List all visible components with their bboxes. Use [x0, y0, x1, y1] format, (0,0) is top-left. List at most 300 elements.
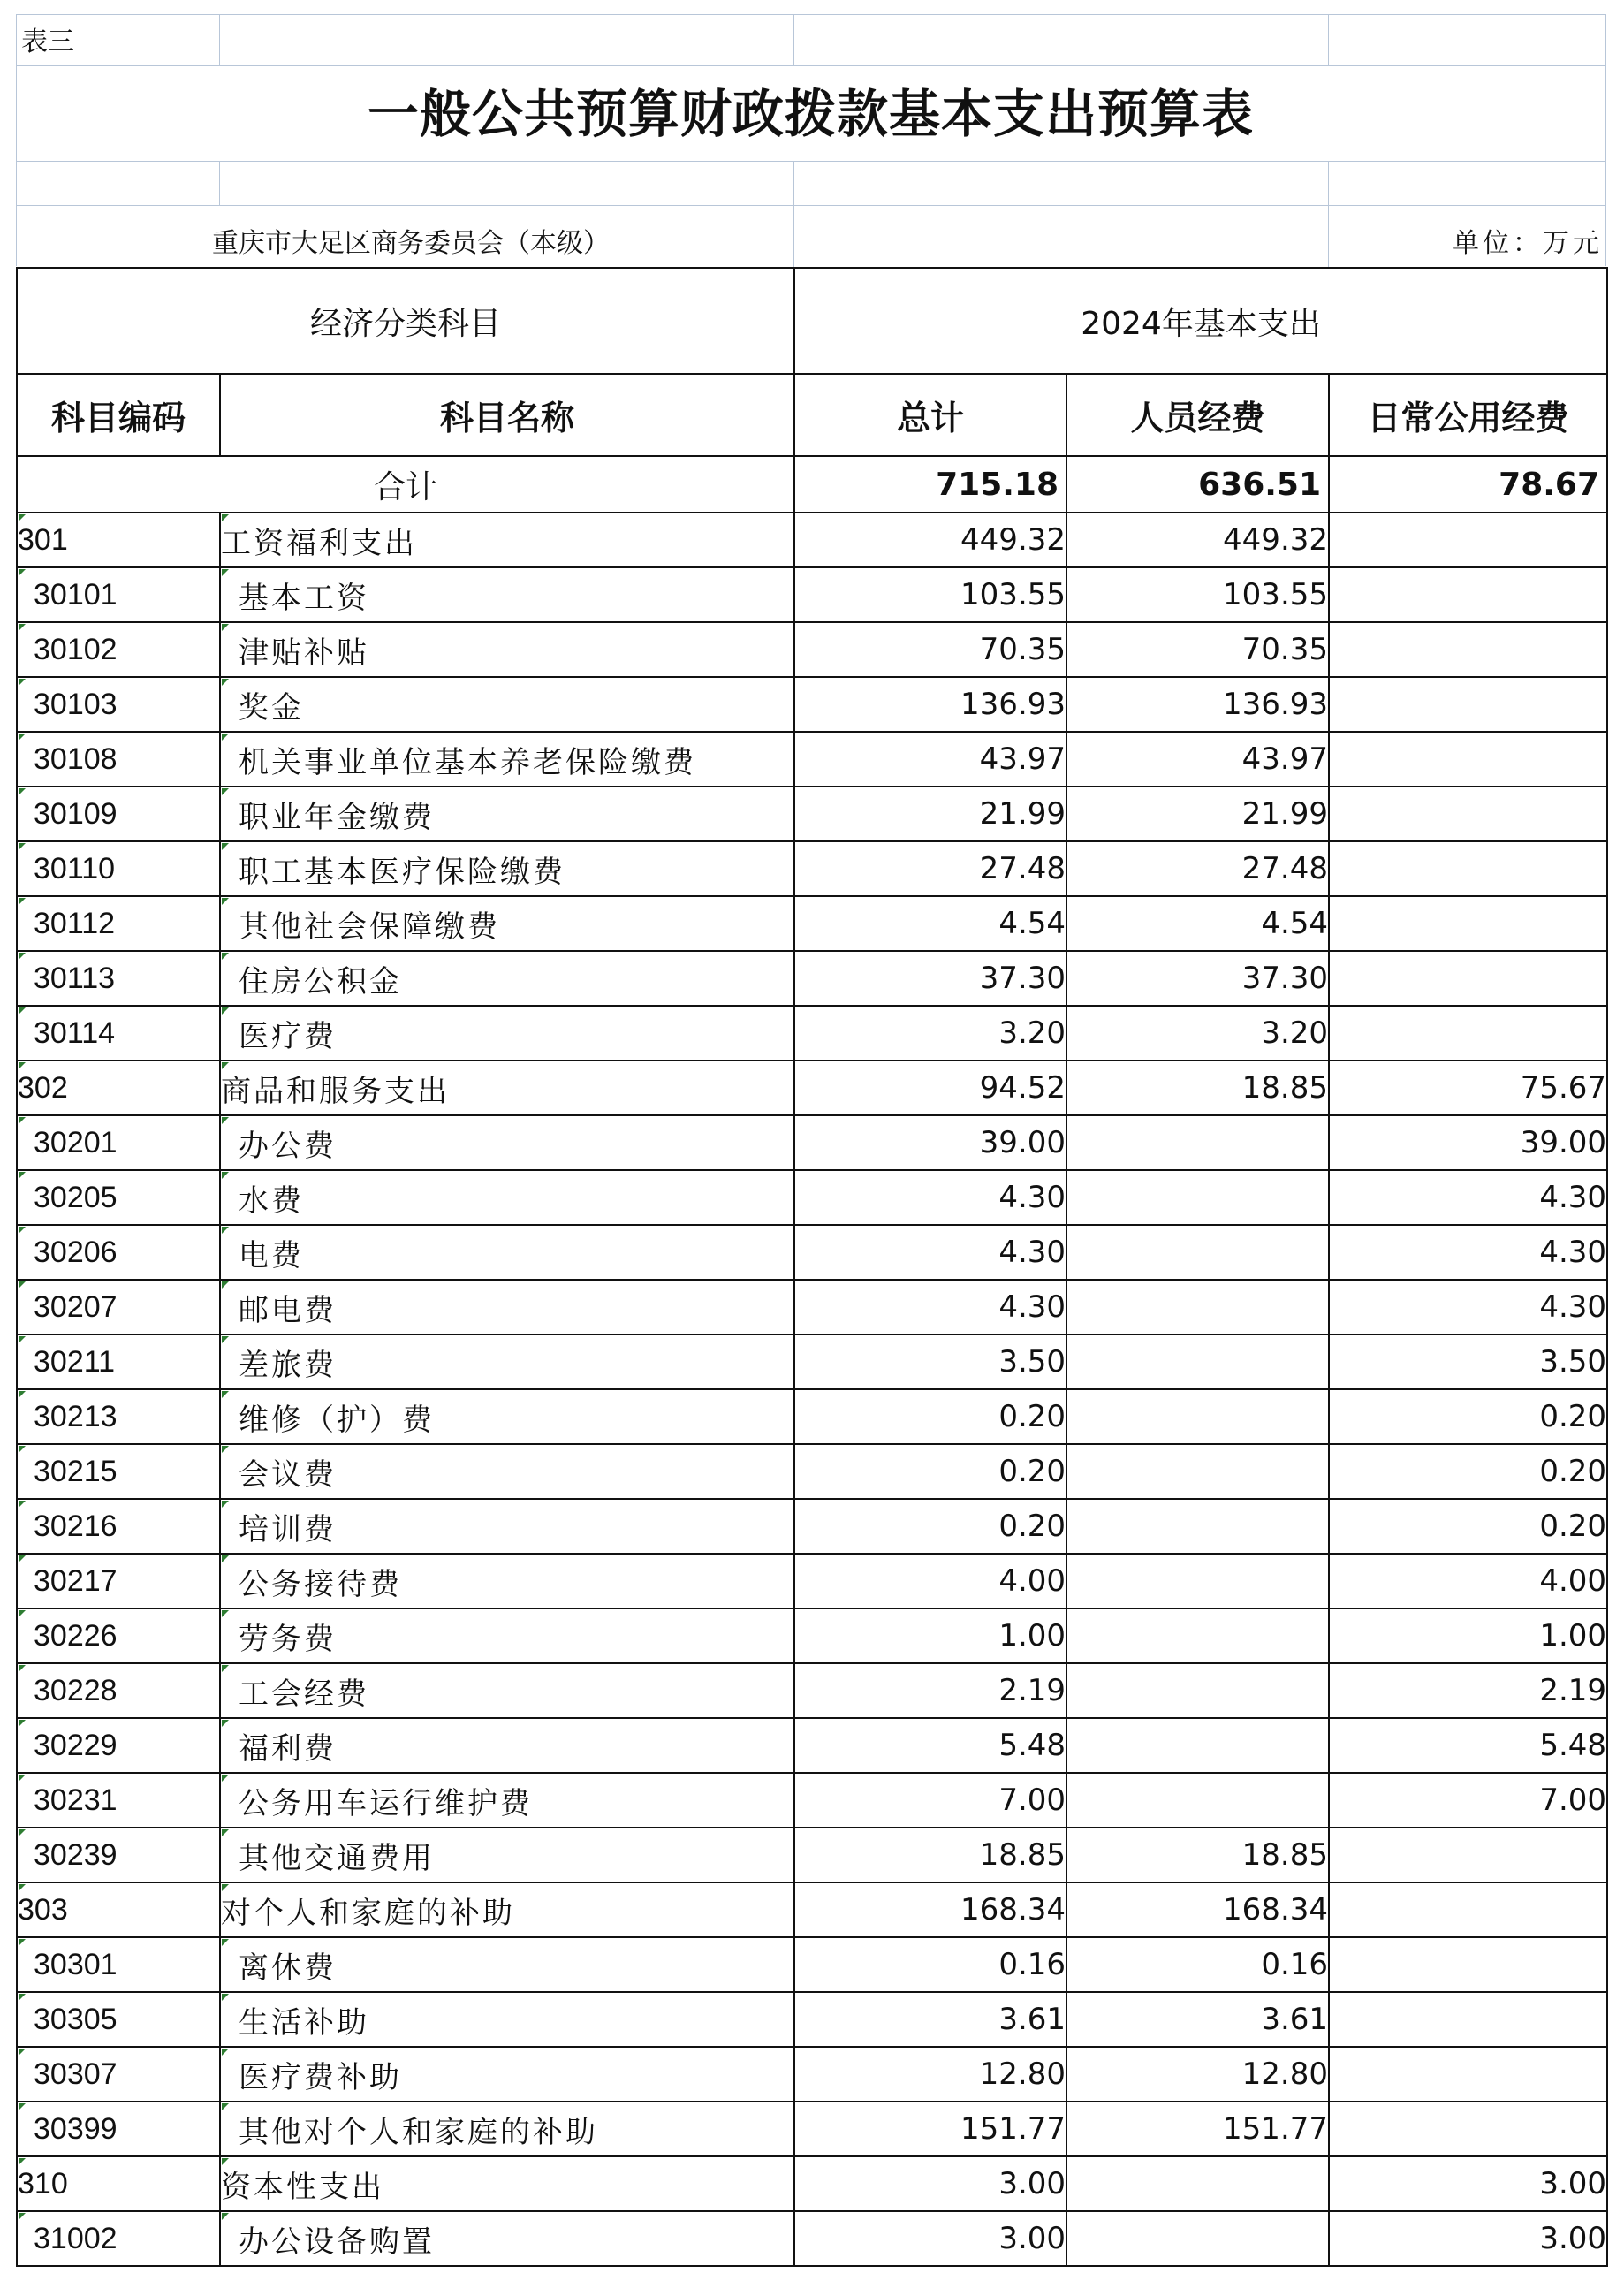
row-name: [220, 2102, 794, 2156]
row-code: [17, 732, 220, 787]
row-code: [17, 1718, 220, 1773]
row-personnel: [1066, 2102, 1329, 2156]
row-code: [17, 1882, 220, 1937]
row-name-text: 公务用车运行维护费: [239, 1785, 533, 1821]
table-row: [17, 1554, 1607, 1608]
table-row: [17, 1225, 1607, 1280]
table-row: [17, 896, 1607, 951]
row-name: [220, 1006, 794, 1061]
cell-marker-icon: [222, 1884, 229, 1891]
row-public-text: 4.30: [1539, 1289, 1607, 1325]
row-name: [220, 1882, 794, 1937]
row-personnel: [1066, 1718, 1329, 1773]
row-name-text: 其他对个人和家庭的补助: [239, 2114, 598, 2150]
row-code-text: 30211: [34, 1344, 116, 1379]
cell-marker-icon: [19, 1062, 26, 1069]
row-personnel: [1066, 2156, 1329, 2211]
row-public-text: 4.30: [1539, 1235, 1607, 1270]
row-personnel: [1066, 1608, 1329, 1663]
cell-marker-icon: [19, 624, 26, 631]
row-name: [220, 1115, 794, 1170]
row-total: [794, 1663, 1066, 1718]
row-personnel-text: 449.32: [1223, 522, 1329, 558]
row-personnel-text: 37.30: [1241, 961, 1329, 996]
row-name-text: 工会经费: [239, 1676, 369, 1712]
row-personnel-text: 27.48: [1241, 851, 1329, 886]
row-total-text: 7.00: [998, 1783, 1066, 1818]
row-public: [1329, 896, 1607, 951]
row-code: [17, 1444, 220, 1499]
row-public-text: 3.00: [1539, 2166, 1607, 2201]
table-row: [17, 2102, 1607, 2156]
row-personnel: [1066, 1444, 1329, 1499]
cell-marker-icon: [222, 1281, 229, 1289]
cell-marker-icon: [222, 2049, 229, 2056]
row-code-text: 30108: [34, 741, 118, 776]
row-total: [794, 2047, 1066, 2102]
table-row: [17, 1444, 1607, 1499]
row-name: [220, 2156, 794, 2211]
row-total: [794, 1444, 1066, 1499]
row-public-text: 3.50: [1539, 1344, 1607, 1380]
row-public-text: 0.20: [1539, 1454, 1607, 1489]
row-code: [17, 1225, 220, 1280]
row-name-text: 医疗费补助: [239, 2059, 402, 2095]
row-public-text: 5.48: [1539, 1728, 1607, 1763]
page-title: 一般公共预算财政拨款基本支出预算表: [367, 84, 1254, 144]
row-personnel: [1066, 1280, 1329, 1334]
row-code: [17, 1170, 220, 1225]
row-personnel-text: 12.80: [1241, 2057, 1329, 2092]
row-name-text: 差旅费: [239, 1347, 337, 1383]
row-public-text: 75.67: [1520, 1070, 1607, 1106]
grid-line: [1328, 161, 1329, 267]
row-total-text: 1.00: [998, 1618, 1066, 1654]
cell-marker-icon: [222, 1610, 229, 1617]
row-name: [220, 2047, 794, 2102]
table-row: [17, 2047, 1607, 2102]
row-name: [220, 787, 794, 841]
table-row: [17, 1334, 1607, 1389]
cell-marker-icon: [19, 1501, 26, 1508]
row-code-text: 30114: [34, 1015, 116, 1050]
row-name: [220, 841, 794, 896]
row-code: [17, 1773, 220, 1828]
cell-marker-icon: [19, 679, 26, 686]
row-public: [1329, 951, 1607, 1006]
row-personnel-text: 70.35: [1241, 632, 1329, 667]
row-personnel: [1066, 1334, 1329, 1389]
row-personnel: [1066, 1992, 1329, 2047]
table-row: [17, 513, 1607, 567]
row-code-text: 30102: [34, 632, 118, 666]
grid-line: [16, 14, 1605, 15]
row-total-text: 94.52: [979, 1070, 1066, 1106]
table-row: [17, 1170, 1607, 1225]
row-code-text: 30231: [34, 1783, 118, 1817]
table-row: [17, 1389, 1607, 1444]
row-total-text: 0.20: [998, 1509, 1066, 1544]
row-code-text: 30229: [34, 1728, 118, 1762]
row-name-text: 医疗费: [239, 1018, 337, 1054]
row-name: [220, 1499, 794, 1554]
cell-marker-icon: [222, 1775, 229, 1782]
table-row: [17, 2211, 1607, 2266]
row-public: [1329, 622, 1607, 677]
row-total: [794, 841, 1066, 896]
row-total: [794, 732, 1066, 787]
row-public: [1329, 1444, 1607, 1499]
row-code: [17, 2102, 220, 2156]
row-total-text: 70.35: [979, 632, 1066, 667]
row-code-text: 30228: [34, 1673, 118, 1707]
total-personnel: 636.51: [1066, 456, 1329, 513]
grid-line: [793, 14, 794, 65]
row-total-text: 3.20: [998, 1015, 1066, 1051]
row-public-text: 7.00: [1539, 1783, 1607, 1818]
cell-marker-icon: [222, 2213, 229, 2220]
row-name: [220, 2211, 794, 2266]
row-total: [794, 1225, 1066, 1280]
row-code: [17, 513, 220, 567]
row-personnel: [1066, 1773, 1329, 1828]
cell-marker-icon: [19, 843, 26, 850]
row-personnel: [1066, 841, 1329, 896]
row-name: [220, 513, 794, 567]
row-name: [220, 1280, 794, 1334]
cell-marker-icon: [222, 1007, 229, 1015]
row-total: [794, 1992, 1066, 2047]
row-public-text: 1.00: [1539, 1618, 1607, 1654]
row-total: [794, 2211, 1066, 2266]
row-code: [17, 1608, 220, 1663]
table-row: [17, 951, 1607, 1006]
row-code: [17, 841, 220, 896]
row-code-text: 30206: [34, 1235, 118, 1269]
cell-marker-icon: [19, 1117, 26, 1124]
row-name: [220, 622, 794, 677]
cell-marker-icon: [19, 1610, 26, 1617]
row-name: [220, 1663, 794, 1718]
header-total: 总计: [794, 374, 1066, 456]
row-total: [794, 1499, 1066, 1554]
row-total: [794, 951, 1066, 1006]
row-name-text: 机关事业单位基本养老保险缴费: [239, 744, 696, 780]
row-public-text: 39.00: [1520, 1125, 1607, 1160]
row-total: [794, 1389, 1066, 1444]
row-personnel: [1066, 2047, 1329, 2102]
cell-marker-icon: [19, 1446, 26, 1453]
row-total: [794, 1115, 1066, 1170]
row-personnel-text: 4.54: [1261, 906, 1329, 941]
table-row: [17, 1280, 1607, 1334]
row-code-text: 30103: [34, 687, 118, 721]
row-total-text: 39.00: [979, 1125, 1066, 1160]
row-code: [17, 787, 220, 841]
row-total-text: 37.30: [979, 961, 1066, 996]
cell-marker-icon: [222, 734, 229, 741]
row-personnel-text: 21.99: [1241, 796, 1329, 832]
cell-marker-icon: [222, 843, 229, 850]
cell-marker-icon: [19, 1336, 26, 1343]
row-public: [1329, 1828, 1607, 1882]
row-public: [1329, 1773, 1607, 1828]
row-code: [17, 896, 220, 951]
row-code-text: 30213: [34, 1399, 118, 1433]
row-public: [1329, 1608, 1607, 1663]
row-public: [1329, 567, 1607, 622]
grid-line: [793, 161, 794, 267]
cell-marker-icon: [222, 1939, 229, 1946]
grid-line: [16, 65, 1605, 66]
row-public-text: 4.30: [1539, 1180, 1607, 1215]
row-personnel: [1066, 1554, 1329, 1608]
row-name: [220, 1773, 794, 1828]
row-total-text: 5.48: [998, 1728, 1066, 1763]
row-personnel: [1066, 896, 1329, 951]
row-public: [1329, 1280, 1607, 1334]
row-name-text: 奖金: [239, 689, 304, 726]
table-row: [17, 2156, 1607, 2211]
row-name: [220, 896, 794, 951]
row-name-text: 津贴补贴: [239, 635, 369, 671]
row-personnel: [1066, 1499, 1329, 1554]
table-row: [17, 732, 1607, 787]
total-row: [17, 456, 1607, 513]
cell-marker-icon: [19, 734, 26, 741]
row-code-text: 30399: [34, 2111, 118, 2146]
row-public: [1329, 1389, 1607, 1444]
row-code-text: 30101: [34, 577, 118, 612]
row-total-text: 4.30: [998, 1235, 1066, 1270]
grid-line: [1605, 14, 1606, 266]
cell-marker-icon: [19, 2103, 26, 2110]
row-total-text: 168.34: [960, 1892, 1066, 1927]
grid-line: [16, 161, 1605, 162]
row-total-text: 3.50: [998, 1344, 1066, 1380]
row-total: [794, 2102, 1066, 2156]
cell-marker-icon: [222, 1227, 229, 1234]
row-code: [17, 1992, 220, 2047]
row-personnel-text: 0.16: [1261, 1947, 1329, 1982]
row-personnel: [1066, 1389, 1329, 1444]
row-personnel: [1066, 1663, 1329, 1718]
cell-marker-icon: [19, 2049, 26, 2056]
row-public: [1329, 1499, 1607, 1554]
row-total: [794, 1718, 1066, 1773]
row-name-text: 福利费: [239, 1730, 337, 1767]
row-code: [17, 1828, 220, 1882]
header-econ-class: 经济分类科目: [17, 268, 794, 374]
row-total: [794, 622, 1066, 677]
row-total-text: 3.00: [998, 2221, 1066, 2256]
row-public: [1329, 2156, 1607, 2211]
row-name-text: 职工基本医疗保险缴费: [239, 854, 565, 890]
row-public: [1329, 1115, 1607, 1170]
row-name-text: 住房公积金: [239, 963, 402, 1000]
row-personnel: [1066, 1170, 1329, 1225]
cell-marker-icon: [222, 569, 229, 576]
row-total: [794, 1334, 1066, 1389]
row-public: [1329, 2211, 1607, 2266]
table-row: [17, 1937, 1607, 1992]
cell-marker-icon: [222, 1665, 229, 1672]
row-name-text: 水费: [239, 1182, 304, 1219]
cell-marker-icon: [222, 1446, 229, 1453]
row-code-text: 31002: [34, 2221, 118, 2255]
row-total: [794, 1828, 1066, 1882]
row-total: [794, 1006, 1066, 1061]
row-personnel: [1066, 951, 1329, 1006]
row-code-text: 30217: [34, 1563, 118, 1598]
row-personnel: [1066, 1937, 1329, 1992]
table-row: [17, 677, 1607, 732]
row-total: [794, 787, 1066, 841]
cell-marker-icon: [222, 1720, 229, 1727]
cell-marker-icon: [222, 2158, 229, 2165]
row-public: [1329, 513, 1607, 567]
row-name: [220, 567, 794, 622]
row-public: [1329, 1882, 1607, 1937]
row-personnel: [1066, 1225, 1329, 1280]
row-public: [1329, 1554, 1607, 1608]
cell-marker-icon: [19, 898, 26, 905]
cell-marker-icon: [222, 1555, 229, 1562]
row-total: [794, 1554, 1066, 1608]
row-name-text: 劳务费: [239, 1621, 337, 1657]
grid-line: [219, 161, 220, 205]
row-code-text: 30205: [34, 1180, 118, 1214]
row-total: [794, 1773, 1066, 1828]
total-sum: 715.18: [794, 456, 1066, 513]
grid-line: [1328, 14, 1329, 65]
table-row: [17, 1006, 1607, 1061]
row-code-text: 30113: [34, 961, 116, 995]
row-personnel-text: 18.85: [1241, 1070, 1329, 1106]
row-code: [17, 567, 220, 622]
grid-line: [219, 14, 220, 65]
row-personnel: [1066, 1828, 1329, 1882]
row-code-text: 30216: [34, 1509, 118, 1543]
table-row: [17, 1773, 1607, 1828]
row-public: [1329, 1225, 1607, 1280]
row-code: [17, 1115, 220, 1170]
row-personnel-text: 3.20: [1261, 1015, 1329, 1051]
row-code: [17, 1006, 220, 1061]
row-public: [1329, 732, 1607, 787]
header-name: 科目名称: [220, 374, 794, 456]
row-public: [1329, 2047, 1607, 2102]
row-name: [220, 1828, 794, 1882]
row-personnel: [1066, 622, 1329, 677]
row-total-text: 151.77: [960, 2111, 1066, 2147]
row-name-text: 其他社会保障缴费: [239, 909, 500, 945]
row-personnel-text: 136.93: [1223, 687, 1329, 722]
row-code-text: 302: [18, 1070, 68, 1105]
row-personnel-text: 3.61: [1261, 2002, 1329, 2037]
row-code-text: 30301: [34, 1947, 118, 1981]
organization-name: 重庆市大足区商务委员会（本级）: [212, 228, 610, 259]
row-code-text: 30239: [34, 1837, 118, 1872]
table-row: [17, 1499, 1607, 1554]
row-code-text: 30207: [34, 1289, 118, 1324]
cell-marker-icon: [19, 1775, 26, 1782]
cell-marker-icon: [222, 953, 229, 960]
unit-label: 单位：万元: [1453, 228, 1603, 259]
row-total: [794, 1061, 1066, 1115]
row-name-text: 其他交通费用: [239, 1840, 435, 1876]
row-name: [220, 1061, 794, 1115]
cell-marker-icon: [19, 1391, 26, 1398]
row-personnel-text: 168.34: [1223, 1892, 1329, 1927]
row-personnel: [1066, 567, 1329, 622]
row-total-text: 3.61: [998, 2002, 1066, 2037]
row-name-text: 办公设备购置: [239, 2224, 435, 2260]
row-name: [220, 1334, 794, 1389]
row-name-text: 维修（护）费: [239, 1402, 435, 1438]
row-code-text: 30112: [34, 906, 116, 940]
row-code: [17, 1334, 220, 1389]
table-row: [17, 1992, 1607, 2047]
row-name-text: 生活补助: [239, 2004, 369, 2041]
row-name: [220, 677, 794, 732]
cell-marker-icon: [19, 514, 26, 521]
row-total: [794, 1608, 1066, 1663]
row-personnel: [1066, 2211, 1329, 2266]
cell-marker-icon: [19, 1884, 26, 1891]
table-row: [17, 567, 1607, 622]
row-name-text: 办公费: [239, 1128, 337, 1164]
row-total: [794, 1170, 1066, 1225]
cell-marker-icon: [222, 1117, 229, 1124]
table-row: [17, 1115, 1607, 1170]
cell-marker-icon: [19, 953, 26, 960]
row-public: [1329, 1992, 1607, 2047]
row-total-text: 27.48: [979, 851, 1066, 886]
row-code-text: 303: [18, 1892, 68, 1927]
row-name-text: 商品和服务支出: [221, 1073, 450, 1109]
row-personnel: [1066, 787, 1329, 841]
table-row: [17, 841, 1607, 896]
table-row: [17, 1061, 1607, 1115]
row-total-text: 12.80: [979, 2057, 1066, 2092]
row-code-text: 301: [18, 522, 68, 557]
row-total-text: 18.85: [979, 1837, 1066, 1873]
row-name-text: 工资福利支出: [221, 525, 417, 561]
row-name-text: 电费: [239, 1237, 304, 1273]
row-name: [220, 1718, 794, 1773]
row-total-text: 0.16: [998, 1947, 1066, 1982]
cell-marker-icon: [19, 1829, 26, 1836]
row-total: [794, 513, 1066, 567]
budget-table: [16, 267, 1608, 2267]
cell-marker-icon: [222, 624, 229, 631]
row-code-text: 30215: [34, 1454, 118, 1488]
row-personnel: [1066, 732, 1329, 787]
row-name: [220, 732, 794, 787]
row-total: [794, 896, 1066, 951]
row-code: [17, 1663, 220, 1718]
row-name: [220, 1225, 794, 1280]
row-code: [17, 951, 220, 1006]
row-total: [794, 567, 1066, 622]
row-public: [1329, 1061, 1607, 1115]
cell-marker-icon: [222, 1829, 229, 1836]
row-public: [1329, 2102, 1607, 2156]
row-public: [1329, 787, 1607, 841]
row-personnel-text: 103.55: [1223, 577, 1329, 612]
row-public-text: 0.20: [1539, 1509, 1607, 1544]
